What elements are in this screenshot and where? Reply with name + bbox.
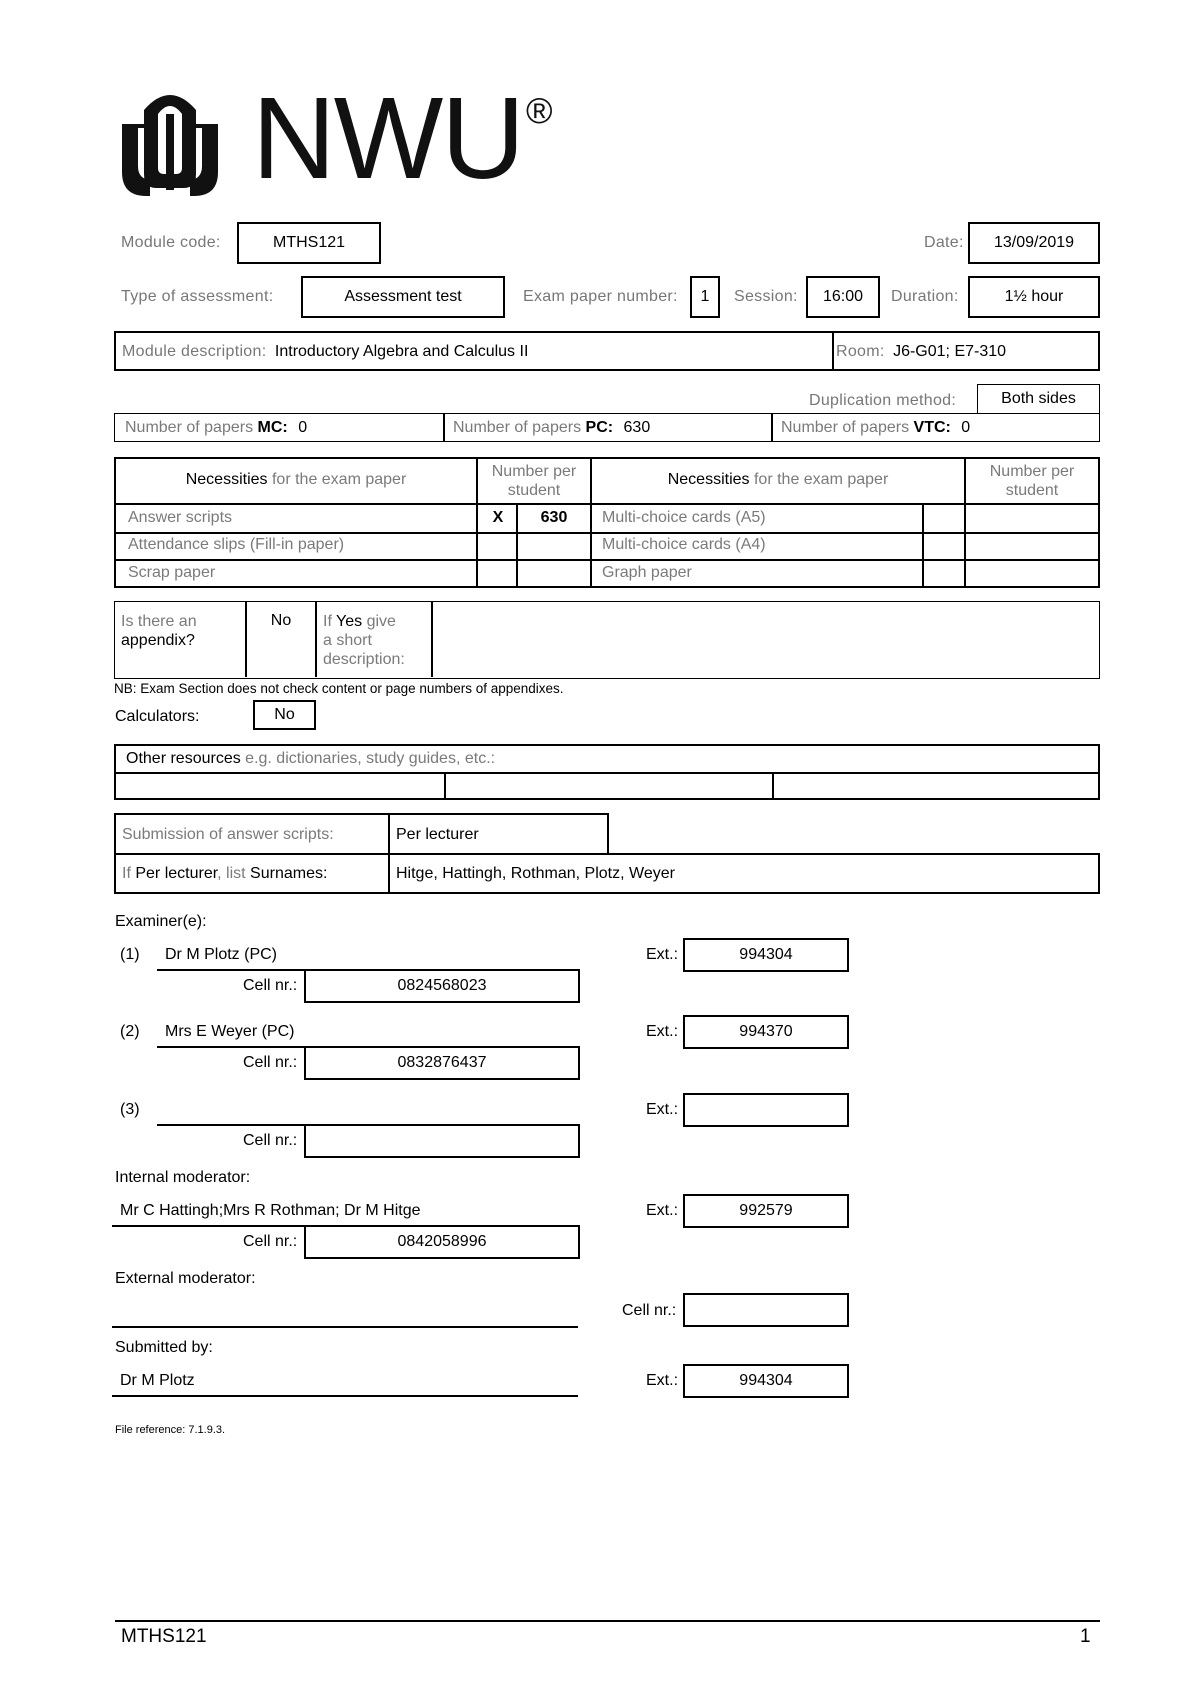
date-box: [968, 222, 1100, 264]
internal-ext-label: Ext.:: [646, 1202, 679, 1219]
appendix-if: If: [323, 613, 337, 630]
necessities-header-left-rest: for the exam paper: [267, 471, 407, 488]
necessities-table: [114, 457, 1100, 588]
appendix-if-description: description:: [323, 651, 405, 668]
necessities-header-left-bold: Necessities: [185, 471, 268, 488]
room-value: J6-G01; E7-310: [893, 343, 1007, 360]
file-reference: File reference: 7.1.9.3.: [115, 1424, 226, 1436]
footer-page-number: 1: [1080, 1626, 1091, 1647]
surnames-value: Hitge, Hattingh, Rothman, Plotz, Weyer: [396, 865, 675, 882]
surnames-label-if: If: [122, 865, 136, 882]
necessities-header-left: [116, 471, 476, 489]
papers-pc-label: Number of papers: [453, 419, 586, 436]
examiner-name-1: Dr M Plotz (PC): [165, 946, 277, 963]
submitted-by-name: Dr M Plotz: [120, 1372, 195, 1389]
papers-vtc-label: Number of papers: [781, 419, 914, 436]
examiner-cell-2: 0832876437: [397, 1054, 487, 1071]
surnames-label-list: , list: [217, 865, 251, 882]
footer-module-code: MTHS121: [121, 1626, 207, 1647]
nwu-emblem-icon: [112, 84, 228, 200]
examiner-num-3: (3): [120, 1101, 140, 1118]
submission-value: Per lecturer: [396, 826, 479, 843]
examiner-ext-box-1: [683, 938, 849, 972]
papers-mc-label: Number of papers: [125, 419, 258, 436]
internal-ext-box: [683, 1194, 849, 1228]
external-cell-label: Cell nr.:: [622, 1302, 677, 1319]
date-label: Date:: [924, 234, 964, 251]
necessity-left-item-0: Answer scripts: [128, 509, 233, 526]
assessment-type-value: Assessment test: [344, 288, 462, 305]
internal-moderator-name: Mr C Hattingh;Mrs R Rothman; Dr M Hitge: [120, 1202, 421, 1219]
submission-label: Submission of answer scripts:: [122, 826, 334, 843]
examiner-ext-2: 994370: [739, 1023, 793, 1040]
necessity-left-item-2: Scrap paper: [128, 564, 216, 581]
internal-cell-box: [304, 1225, 580, 1259]
examiner-cell-label-2: Cell nr.:: [243, 1054, 298, 1071]
papers-vtc-value: 0: [961, 419, 971, 436]
exam-paper-value: 1: [700, 288, 710, 305]
examiner-cell-box-1: [304, 969, 580, 1003]
duplication-label: Duplication method:: [809, 392, 957, 409]
module-code-box: [237, 222, 381, 264]
necessity-left-count-0: 630: [540, 509, 568, 526]
external-cell-box: [683, 1293, 849, 1327]
calculators-box: [253, 700, 316, 730]
duration-label: Duration:: [891, 288, 959, 305]
internal-moderator-heading: Internal moderator:: [115, 1169, 251, 1186]
resources-label-bold: Other resources: [126, 750, 241, 767]
necessities-header-right-bold: Necessities: [667, 471, 750, 488]
papers-row: [114, 413, 1100, 442]
examiners-heading: Examiner(e):: [115, 913, 207, 930]
appendix-if-yes: Yes: [336, 613, 363, 630]
necessity-right-item-2: Graph paper: [602, 564, 692, 581]
appendix-answer: No: [270, 612, 292, 629]
examiner-ext-label-1: Ext.:: [646, 946, 679, 963]
appendix-box: [114, 601, 1100, 679]
examiner-ext-1: 994304: [739, 946, 793, 963]
appendix-if-give: give: [362, 613, 396, 630]
examiner-cell-box-3: [304, 1124, 580, 1158]
necessity-right-item-0: Multi-choice cards (A5): [602, 509, 766, 526]
surnames-box: [114, 853, 1100, 894]
appendix-question-a: Is there an: [121, 613, 197, 630]
examiner-ext-label-3: Ext.:: [646, 1101, 679, 1118]
submitted-by-heading: Submitted by:: [115, 1339, 213, 1356]
examiner-num-2: (2): [120, 1023, 140, 1040]
session-label: Session:: [734, 288, 798, 305]
logo-text: NWU: [252, 73, 524, 203]
per-student-header-left: Number per student: [491, 463, 577, 499]
assessment-type-label: Type of assessment:: [121, 288, 274, 305]
necessities-header-right-rest: for the exam paper: [749, 471, 889, 488]
assessment-type-box: [301, 276, 505, 318]
module-description-label: Module description:: [122, 343, 267, 360]
nwu-logo: [112, 73, 572, 204]
examiner-ext-label-2: Ext.:: [646, 1023, 679, 1040]
duration-value: 1½ hour: [1004, 288, 1064, 305]
submitted-ext-box: [683, 1364, 849, 1398]
papers-vtc-label-bold: VTC:: [913, 419, 951, 436]
appendix-if-short: a short: [323, 632, 372, 649]
examiner-cell-box-2: [304, 1046, 580, 1080]
examiner-cell-label-1: Cell nr.:: [243, 977, 298, 994]
module-code-label: Module code:: [121, 234, 221, 251]
resources-label-rest: e.g. dictionaries, study guides, etc.:: [240, 750, 496, 767]
session-value: 16:00: [822, 288, 864, 305]
papers-pc-label-bold: PC:: [585, 419, 614, 436]
necessity-left-item-1: Attendance slips (Fill-in paper): [128, 536, 345, 553]
papers-pc-value: 630: [623, 419, 651, 436]
duration-box: [968, 276, 1100, 318]
calculators-value: No: [274, 706, 295, 723]
module-description-row: [114, 331, 1100, 371]
external-moderator-heading: External moderator:: [115, 1270, 256, 1287]
necessity-right-item-1: Multi-choice cards (A4): [602, 536, 766, 553]
papers-mc-label-bold: MC:: [257, 419, 288, 436]
exam-paper-box: [690, 276, 720, 318]
examiner-ext-box-2: [683, 1015, 849, 1049]
module-code-value: MTHS121: [272, 234, 346, 251]
appendix-note: NB: Exam Section does not check content or page numbers of appendixes.: [114, 681, 564, 696]
examiner-cell-label-3: Cell nr.:: [243, 1132, 298, 1149]
exam-paper-label: Exam paper number:: [523, 288, 678, 305]
necessity-left-mark-0: X: [492, 509, 504, 526]
session-box: [806, 276, 880, 318]
necessities-header-right: [592, 471, 964, 489]
date-value: 13/09/2019: [993, 234, 1075, 251]
surnames-label-per: Per lecturer: [135, 865, 218, 882]
submitted-ext: 994304: [739, 1372, 793, 1389]
resources-box: [114, 744, 1100, 800]
submitted-ext-label: Ext.:: [646, 1372, 679, 1389]
duplication-value: Both sides: [1001, 390, 1076, 407]
registered-mark: ®: [526, 90, 553, 131]
internal-ext: 992579: [739, 1202, 793, 1219]
submission-box: [114, 813, 609, 855]
module-description-value: Introductory Algebra and Calculus II: [274, 343, 529, 360]
examiner-name-2: Mrs E Weyer (PC): [165, 1023, 295, 1040]
examiner-cell-1: 0824568023: [397, 977, 487, 994]
room-label: Room:: [836, 343, 885, 360]
papers-mc-value: 0: [298, 419, 308, 436]
appendix-question-b: appendix?: [121, 632, 195, 649]
internal-cell: 0842058996: [397, 1233, 487, 1250]
internal-cell-label: Cell nr.:: [243, 1233, 298, 1250]
examiner-ext-box-3: [683, 1093, 849, 1127]
duplication-box: [977, 384, 1100, 414]
examiner-num-1: (1): [120, 946, 140, 963]
per-student-header-right: Number per student: [989, 463, 1075, 499]
calculators-label: Calculators:: [115, 708, 200, 725]
surnames-label-surnames: Surnames:: [250, 865, 328, 882]
